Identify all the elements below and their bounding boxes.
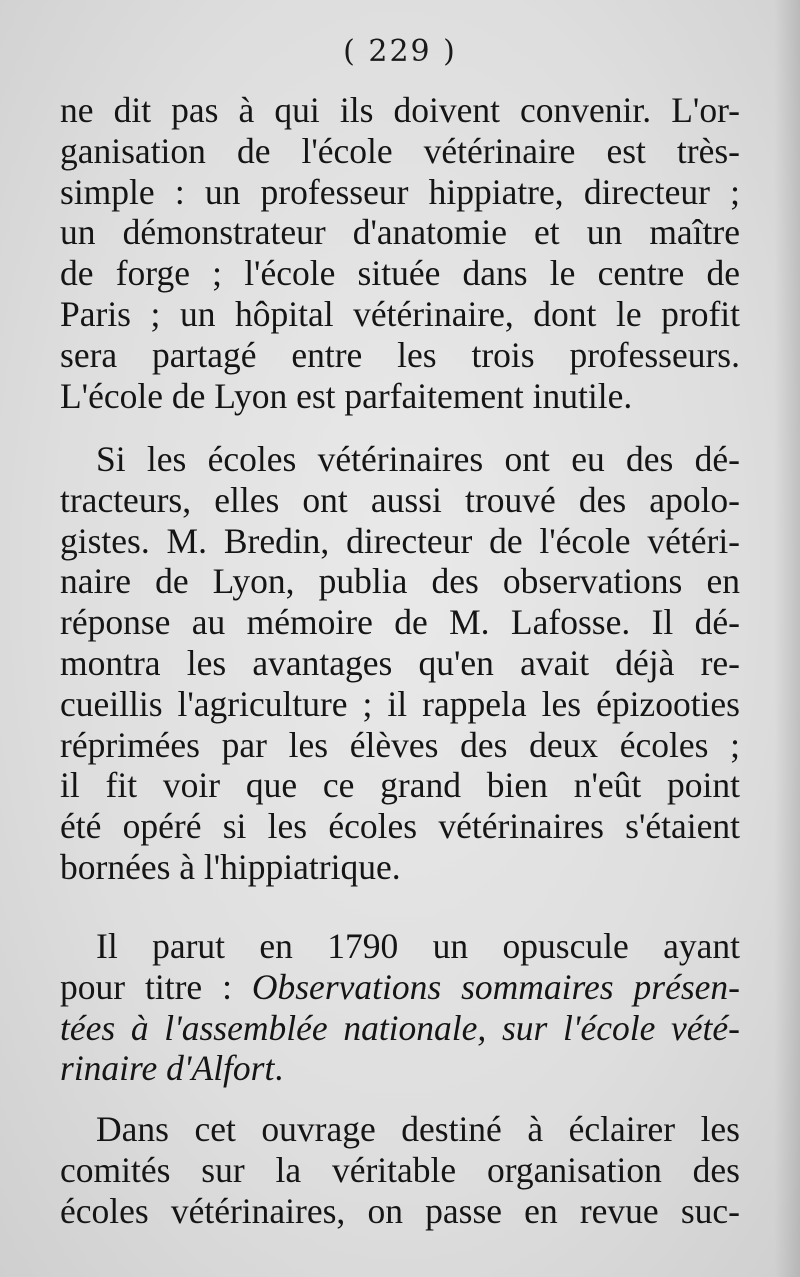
- paragraph-2: [60, 439, 740, 888]
- text-line: Paris ; un hôpital vétérinaire, dont le profit: [60, 293, 740, 334]
- text-line: réponse au mémoire de M. Lafosse. Il dé-: [60, 602, 740, 643]
- paragraph-1: [60, 90, 740, 416]
- text-line: L'école de Lyon est parfaitement inutile.: [60, 375, 633, 416]
- text-line: sera partagé entre les trois professeurs.: [60, 334, 740, 375]
- paragraph-4: [60, 1109, 740, 1231]
- text-line: écoles vétérinaires, on passe en revue suc-: [60, 1190, 740, 1231]
- text-line: de forge ; l'école située dans le centre de: [60, 253, 740, 294]
- text-line: naire de Lyon, publia des observations en: [60, 561, 740, 602]
- text-line: été opéré si les écoles vétérinaires s'étaient: [60, 806, 740, 847]
- text-line: montra les avantages qu'en avait déjà re-: [60, 642, 740, 683]
- text-line: réprimées par les élèves des deux écoles ;: [60, 724, 740, 765]
- text-line: tracteurs, elles ont aussi trouvé des apolo-: [60, 479, 740, 520]
- text-line: ne dit pas à qui ils doivent convenir. L'or-: [60, 90, 740, 130]
- work-title-italic: Observations sommaires présen-: [251, 966, 740, 1007]
- text-line: gistes. M. Bredin, directeur de l'école vétéri-: [60, 520, 740, 561]
- text-roman: .: [274, 1048, 284, 1089]
- text-line: Dans cet ouvrage destiné à éclairer les: [96, 1109, 740, 1149]
- text-roman: pour titre :: [60, 966, 252, 1007]
- text-line: [60, 967, 740, 1008]
- text-line: un démonstrateur d'anatomie et un maître: [60, 212, 740, 253]
- paragraph-3: [60, 926, 740, 1089]
- work-title-italic: tées à l'assemblée nationale, sur l'école vété-: [60, 1007, 740, 1048]
- text-line: il fit voir que ce grand bien n'eût point: [60, 765, 740, 806]
- page-edge-shadow: [774, 0, 800, 1277]
- text-line: [60, 1048, 740, 1089]
- page-number: ( 229 ): [343, 34, 457, 69]
- text-line: Il parut en 1790 un opuscule ayant: [96, 926, 740, 966]
- text-line: cueillis l'agriculture ; il rappela les épizooties: [60, 683, 740, 724]
- text-line: bornées à l'hippiatrique.: [60, 846, 401, 887]
- work-title-italic: rinaire d'Alfort: [60, 1048, 275, 1089]
- text-line: simple : un professeur hippiatre, directeur ;: [60, 171, 740, 212]
- text-line: comités sur la véritable organisation des: [60, 1149, 740, 1190]
- text-line: Si les écoles vétérinaires ont eu des dé-: [96, 439, 740, 479]
- text-line: ganisation de l'école vétérinaire est très-: [60, 130, 740, 171]
